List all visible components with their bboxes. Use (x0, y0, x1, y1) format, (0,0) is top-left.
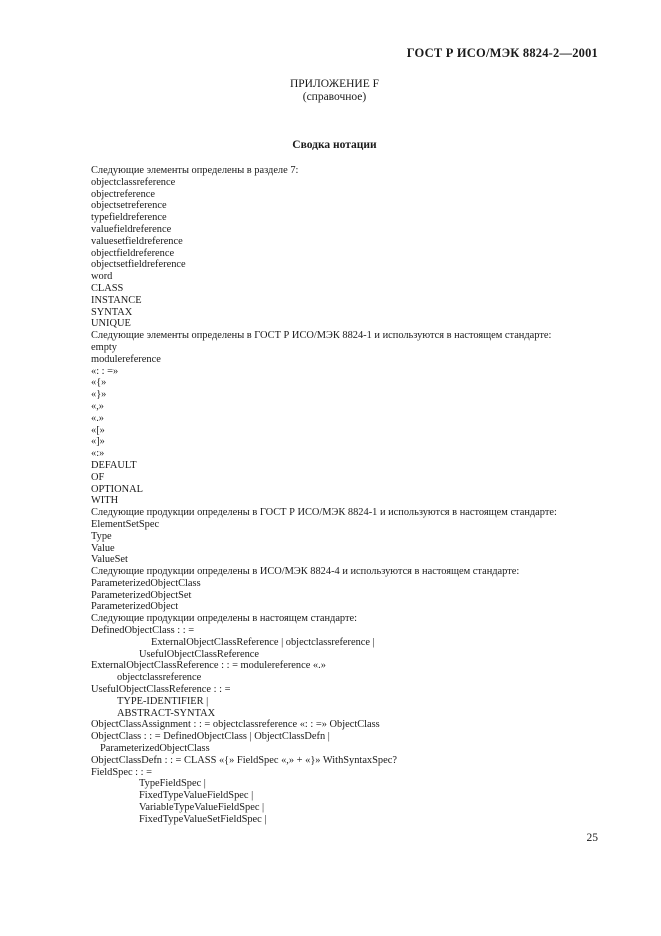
page-number: 25 (586, 832, 598, 844)
text-line: CLASS (91, 282, 124, 294)
text-line: UNIQUE (91, 318, 131, 330)
annex-title: ПРИЛОЖЕНИЕ F (289, 78, 380, 90)
text-line: word (91, 271, 113, 283)
text-line: ObjectClassDefn : : = CLASS «{» FieldSpec «,» + «}» WithSyntaxSpec? (91, 754, 397, 766)
text-line: ExternalObjectClassReference | objectclassreference | (151, 636, 375, 648)
text-line: OPTIONAL (91, 483, 143, 495)
text-line: «.» (91, 412, 104, 424)
text-line: empty (91, 341, 117, 353)
text-line: «[» (91, 424, 105, 436)
text-line: «: : =» (91, 365, 119, 377)
text-line: ValueSet (91, 554, 128, 566)
text-line: Следующие элементы определены в разделе 7: (91, 165, 299, 176)
text-line: TYPE-IDENTIFIER | (117, 695, 209, 707)
text-line: TypeFieldSpec | (139, 778, 206, 790)
text-line: FixedTypeValueSetFieldSpec | (139, 813, 267, 825)
annex-subtitle: (справочное) (302, 91, 367, 103)
text-line: objectfieldreference (91, 247, 175, 259)
text-line: objectclassreference (91, 176, 176, 188)
text-line: WITH (91, 495, 119, 507)
running-header: ГОСТ Р ИСО/МЭК 8824-2—2001 (406, 46, 598, 60)
text-line: VariableTypeValueFieldSpec | (139, 802, 265, 814)
text-line: «,» (91, 400, 104, 412)
text-line: ParameterizedObjectClass (100, 743, 210, 755)
text-line: DefinedObjectClass : : = (91, 625, 195, 637)
text-line: objectsetfieldreference (91, 259, 186, 271)
text-line: ObjectClassAssignment : : = objectclassreference «: : =» ObjectClass (91, 719, 380, 731)
text-line: «{» (91, 377, 107, 389)
text-line: «}» (91, 389, 107, 401)
text-line: DEFAULT (91, 459, 137, 471)
text-line: modulereference (91, 353, 161, 365)
text-line: ExternalObjectClassReference : : = modulereference «.» (91, 660, 326, 672)
text-line: Следующие продукции определены в настоящем стандарте: (91, 613, 358, 625)
text-line: Следующие элементы определены в ГОСТ Р ИСО/МЭК 8824-1 и используются в настоящем стандарте: (91, 330, 552, 342)
annex-heading (0, 78, 661, 104)
text-line: FieldSpec : : = (91, 766, 152, 778)
text-line: typefieldreference (91, 212, 167, 224)
text-line: valuefieldreference (91, 223, 172, 235)
text-line: ObjectClass : : = DefinedObjectClass | ObjectClassDefn | (91, 731, 330, 743)
text-line: objectclassreference (117, 672, 202, 684)
text-line: «]» (91, 436, 105, 448)
text-line: valuesetfieldreference (91, 235, 183, 247)
text-line: FixedTypeValueFieldSpec | (139, 790, 254, 802)
text-line: ParameterizedObjectSet (91, 589, 192, 601)
text-line: UsefulObjectClassReference (139, 648, 260, 660)
text-line: Следующие продукции определены в ГОСТ Р ИСО/МЭК 8824-1 и используются в настоящем стандарте: (91, 507, 557, 519)
notation-summary-body (91, 165, 621, 826)
text-line: SYNTAX (91, 306, 133, 318)
text-line: ElementSetSpec (91, 518, 160, 530)
text-line: Следующие продукции определены в ИСО/МЭК 8824-4 и используются в настоящем стандарте: (91, 566, 520, 578)
text-line: ParameterizedObject (91, 601, 179, 613)
text-line: ABSTRACT-SYNTAX (117, 707, 216, 719)
text-line: OF (91, 471, 105, 483)
text-line: «:» (91, 448, 105, 460)
text-line: objectreference (91, 188, 156, 200)
text-line: UsefulObjectClassReference : : = (91, 684, 231, 696)
text-line: INSTANCE (91, 294, 142, 306)
section-title: Сводка нотации (292, 139, 377, 151)
text-line: Value (91, 542, 115, 554)
text-line: objectsetreference (91, 200, 167, 212)
text-line: Type (91, 530, 112, 542)
text-line: ParameterizedObjectClass (91, 577, 201, 589)
